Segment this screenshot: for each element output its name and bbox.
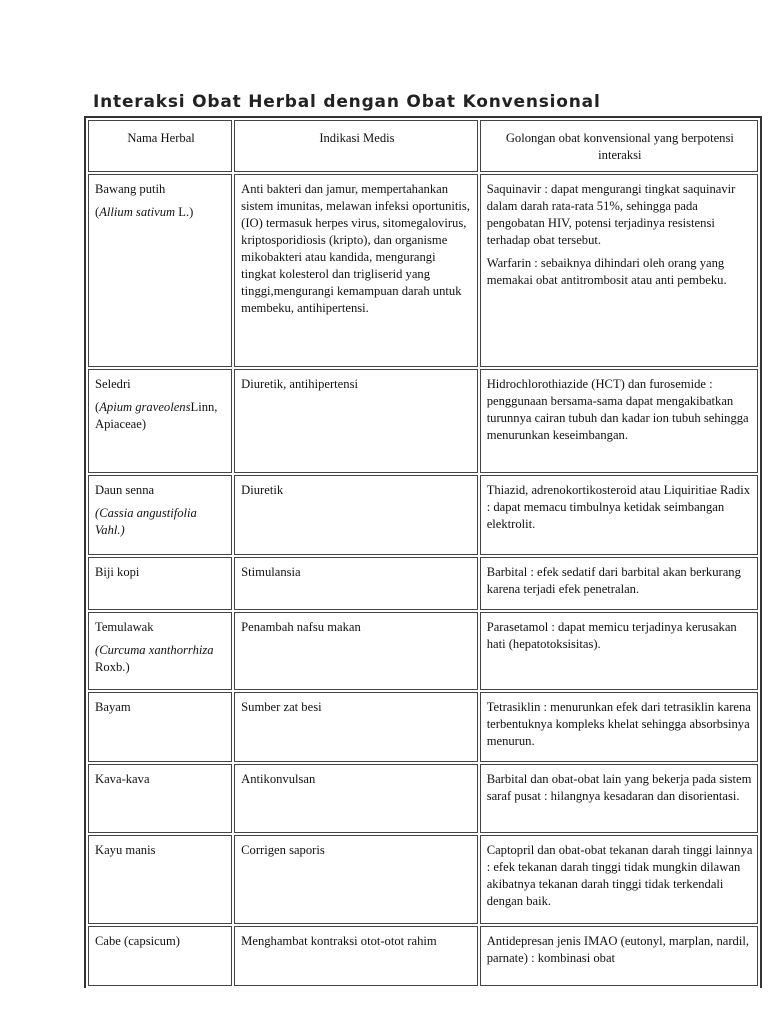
table-row: [88, 475, 758, 555]
indication-cell: [234, 692, 478, 762]
interaction-text: Thiazid, adrenokortikosteroid atau Liquiritiae Radix : dapat memacu timbulnya ketidak seimbangan elektrolit.: [486, 483, 751, 531]
interaction-cell: [480, 612, 758, 690]
indication-cell: [234, 835, 478, 924]
page-title: Interaksi Obat Herbal dengan Obat Konvensional: [93, 92, 601, 112]
indication-cell: [234, 926, 478, 986]
herb-cell: [88, 557, 232, 610]
herb-cell: [88, 692, 232, 762]
table-row: [88, 692, 758, 762]
interaction-text: Antidepresan jenis IMAO (eutonyl, marplan, nardil, parnate) : kombinasi obat: [486, 934, 749, 965]
herb-name: Daun senna: [95, 483, 155, 497]
herb-cell: [88, 835, 232, 924]
indication-text: Penambah nafsu makan: [241, 620, 361, 634]
table-row: [88, 612, 758, 690]
herb-name: Biji kopi: [95, 565, 140, 579]
indication-text: Diuretik: [241, 483, 284, 497]
interaction-table: [84, 116, 762, 988]
interaction-text: Parasetamol : dapat memicu terjadinya kerusakan hati (hepatotoksisitas).: [486, 620, 737, 651]
interaction-cell: [480, 557, 758, 610]
herb-latin-name: (Apium graveolensLinn, Apiaceae): [95, 400, 218, 431]
table-row: [88, 764, 758, 833]
interaction-cell: [480, 835, 758, 924]
indication-text: Corrigen saporis: [241, 843, 325, 857]
indication-cell: [234, 369, 478, 473]
indication-text: Diuretik, antihipertensi: [241, 377, 358, 391]
herb-name: Kava-kava: [95, 772, 150, 786]
table-row: [88, 369, 758, 473]
indication-cell: [234, 174, 478, 367]
herb-name: Bayam: [95, 700, 131, 714]
table-row: [88, 557, 758, 610]
herb-latin-name: (Curcuma xanthorrhiza Roxb.): [95, 643, 214, 674]
herb-cell: [88, 475, 232, 555]
interaction-text: Captopril dan obat-obat tekanan darah tinggi lainnya : efek tekanan darah tinggi tidak mungkin dilawan akibatnya tekanan darah tinggi tidak terkendali dengan baik.: [486, 843, 753, 908]
header-medical-indication: Indikasi Medis: [234, 120, 478, 172]
interaction-cell: [480, 926, 758, 986]
herb-latin-name: (Cassia angustifolia Vahl.): [95, 506, 197, 537]
herb-name: Cabe (capsicum): [95, 934, 180, 948]
header-conventional-drug-class: Golongan obat konvensional yang berpotensi interaksi: [480, 120, 758, 172]
interaction-text: Barbital : efek sedatif dari barbital akan berkurang karena terjadi efek penetralan.: [486, 565, 741, 596]
indication-text: Anti bakteri dan jamur, mempertahankan sistem imunitas, melawan infeksi oportunitis, (IO) termasuk herpes virus, sitomegalovirus, kriptosporidiosis (kripto), dan organisme mikobakteri atau kandida, mengurangi tingkat kolesterol dan trigliserid yang tinggi,mengurangi kemampuan darah untuk membeku, antihipertensi.: [241, 182, 470, 315]
interaction-text: Hidrochlorothiazide (HCT) dan furosemide : penggunaan bersama-sama dapat mengakibatkan turunnya cairan tubuh dan kadar ion tubuh sehingga menurunkan keseimbangan.: [486, 377, 749, 442]
interaction-text: Tetrasiklin : menurunkan efek dari tetrasiklin karena terbentuknya kompleks khelat sehingga absorbsinya menurun.: [486, 700, 751, 748]
indication-text: Sumber zat besi: [241, 700, 322, 714]
herb-cell: [88, 174, 232, 367]
herb-name: Kayu manis: [95, 843, 156, 857]
indication-text: Menghambat kontraksi otot-otot rahim: [241, 934, 437, 948]
interaction-cell: [480, 692, 758, 762]
interaction-cell: [480, 475, 758, 555]
table-row: [88, 174, 758, 367]
herb-latin-name: (Allium sativum L.): [95, 205, 194, 219]
herb-name: Seledri: [95, 377, 131, 391]
herb-cell: [88, 612, 232, 690]
indication-cell: [234, 475, 478, 555]
indication-text: Antikonvulsan: [241, 772, 316, 786]
herb-cell: [88, 369, 232, 473]
table-row: [88, 835, 758, 924]
herb-name: Temulawak: [95, 620, 154, 634]
indication-cell: [234, 764, 478, 833]
table-row: [88, 926, 758, 986]
interaction-cell: [480, 369, 758, 473]
indication-cell: [234, 612, 478, 690]
interaction-cell: [480, 764, 758, 833]
herb-cell: [88, 926, 232, 986]
herb-name: Bawang putih: [95, 182, 166, 196]
interaction-text: Barbital dan obat-obat lain yang bekerja pada sistem saraf pusat : hilangnya kesadaran dan disorientasi.: [486, 772, 752, 803]
interaction-text: Warfarin : sebaiknya dihindari oleh orang yang memakai obat antitrombosit atau anti pembeku.: [486, 256, 727, 287]
indication-text: Stimulansia: [241, 565, 301, 579]
header-herb-name: Nama Herbal: [88, 120, 232, 172]
herb-cell: [88, 764, 232, 833]
table-header-row: [88, 120, 758, 172]
indication-cell: [234, 557, 478, 610]
interaction-cell: [480, 174, 758, 367]
interaction-text: Saquinavir : dapat mengurangi tingkat saquinavir dalam darah rata-rata 51%, sehingga pada pengobatan HIV, potensi terjadinya resistensi terhadap obat tersebut.: [486, 182, 736, 247]
